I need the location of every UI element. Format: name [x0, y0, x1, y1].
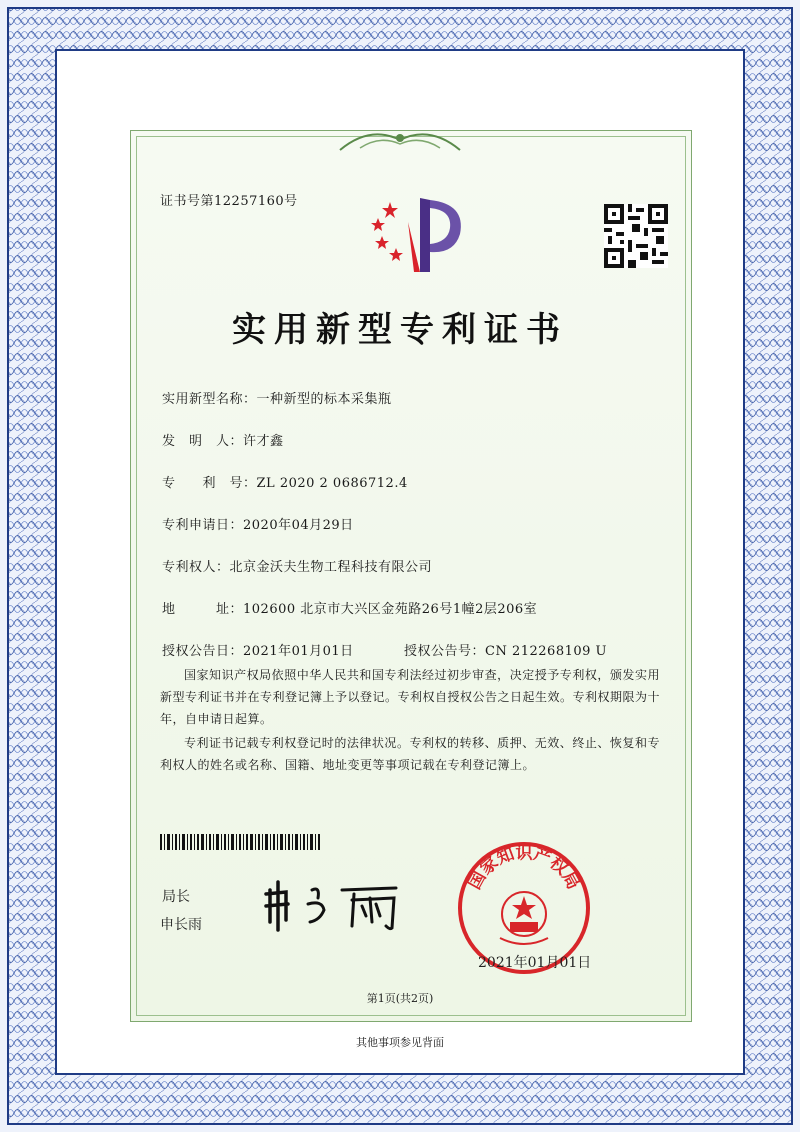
- legal-status-paragraph: 专利证书记载专利权登记时的法律状况。专利权的转移、质押、无效、终止、恢复和专利权人的姓名或名称、国籍、地址变更等事项记载在专利登记簿上。: [160, 736, 660, 772]
- grant-date-row: [162, 640, 354, 659]
- utility-name-label: 实用新型名称：: [162, 392, 257, 407]
- certificate-title: 实用新型专利证书: [232, 310, 568, 350]
- certificate-number: 证书号第12257160号: [160, 194, 298, 209]
- patentee-label: 专利权人：: [162, 560, 230, 575]
- barcode: [160, 834, 322, 850]
- back-note: 其他事项参见背面: [356, 1036, 444, 1049]
- address-label: 地 址：: [162, 602, 244, 617]
- seal-date: 2021年01月01日: [478, 955, 592, 971]
- patent-number-label: 专 利 号：: [162, 476, 257, 491]
- inventor-label: 发 明 人：: [162, 434, 244, 449]
- grant-paragraph: 国家知识产权局依照中华人民共和国专利法经过初步审查，决定授予专利权，颁发实用新型专利证书并在专利登记簿上予以登记。专利权自授权公告之日起生效。专利权期限为十年，自申请日起算。: [160, 668, 661, 726]
- filing-date-value: 2020年04月29日: [243, 518, 354, 533]
- address-row: [162, 598, 537, 617]
- patent-number-row: [162, 472, 408, 491]
- director-title: 局长: [162, 889, 190, 905]
- filing-date-label: 专利申请日：: [162, 518, 244, 533]
- cnipa-logo: [368, 192, 468, 276]
- seal-text: 国家知识产权局: [464, 843, 584, 893]
- patentee-row: [162, 556, 432, 575]
- inventor-value: 许才鑫: [243, 434, 284, 449]
- grant-date-label: 授权公告日：: [162, 644, 244, 659]
- grant-number-row: [404, 640, 607, 659]
- qr-code: [604, 204, 668, 268]
- filing-date-row: [162, 514, 354, 533]
- patent-number-value: ZL 2020 2 0686712.4: [256, 476, 408, 491]
- director-name: 申长雨: [160, 917, 202, 933]
- handwritten-signature: [262, 876, 402, 932]
- inventor-row: [162, 430, 284, 449]
- grant-date-value: 2021年01月01日: [243, 644, 354, 659]
- top-ornament: [330, 120, 470, 160]
- utility-name-value: 一种新型的标本采集瓶: [256, 392, 392, 407]
- address-value: 102600 北京市大兴区金苑路26号1幢2层206室: [243, 602, 538, 617]
- patentee-value: 北京金沃夫生物工程科技有限公司: [229, 560, 433, 575]
- grant-number-value: CN 212268109 U: [485, 644, 607, 659]
- page-indicator: 第1页(共2页): [366, 992, 434, 1005]
- grant-number-label: 授权公告号：: [404, 644, 486, 659]
- utility-name-row: [162, 388, 392, 407]
